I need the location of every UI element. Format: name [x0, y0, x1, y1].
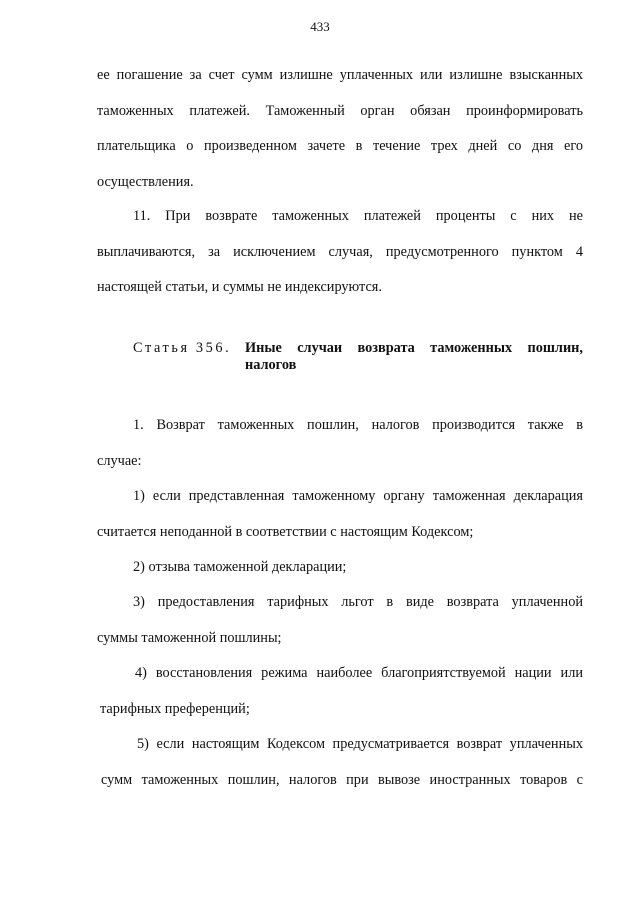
- text-line: настоящей статьи, и суммы не индексируются.: [97, 279, 382, 295]
- text-line: 5) если настоящим Кодексом предусматривается возврат уплаченных: [137, 736, 583, 752]
- text-line: 3) предоставления тарифных льгот в виде возврата уплаченной: [133, 594, 583, 610]
- paragraph-subitem-2: [97, 550, 583, 586]
- text-line: 11. При возврате таможенных платежей проценты с них не: [133, 208, 583, 224]
- paragraph-subitem-5: [97, 727, 583, 798]
- page-number: 433: [310, 19, 330, 34]
- text-line: 1. Возврат таможенных пошлин, налогов производится также в: [133, 417, 583, 433]
- article-title-line: Иные случаи возврата таможенных пошлин,: [245, 340, 583, 356]
- text-line: тарифных преференций;: [100, 700, 250, 717]
- article-label: Статья 356.: [133, 340, 232, 356]
- article-title: [245, 340, 583, 374]
- article-title-line: налогов: [245, 357, 297, 373]
- text-line: считается неподанной в соответствии с настоящим Кодексом;: [97, 523, 474, 540]
- text-line: таможенных платежей. Таможенный орган обязан проинформировать: [97, 102, 583, 119]
- paragraph-item-11: [97, 199, 583, 306]
- text-line: случае:: [97, 452, 142, 469]
- text-line: выплачиваются, за исключением случая, предусмотренного пунктом 4: [97, 243, 583, 260]
- text-line: ее погашение за счет сумм излишне уплаченных или излишне взысканных: [97, 67, 583, 83]
- paragraph-item-1: [97, 408, 583, 479]
- text-line: суммы таможенной пошлины;: [97, 629, 282, 646]
- paragraph-subitem-4: [97, 656, 583, 727]
- paragraph-subitem-1: [97, 479, 583, 550]
- paragraph-subitem-3: [97, 585, 583, 656]
- text-line: сумм таможенных пошлин, налогов при вывозе иностранных товаров с: [101, 771, 583, 788]
- paragraph-continuation: [97, 58, 583, 200]
- text-line: 1) если представленная таможенному органу таможенная декларация: [133, 488, 583, 504]
- text-line: осуществления.: [97, 173, 194, 190]
- text-line: 2) отзыва таможенной декларации;: [133, 559, 347, 575]
- text-line: плательщика о произведенном зачете в течение трех дней со дня его: [97, 138, 583, 154]
- text-line: 4) восстановления режима наиболее благоприятствуемой нации или: [135, 665, 583, 681]
